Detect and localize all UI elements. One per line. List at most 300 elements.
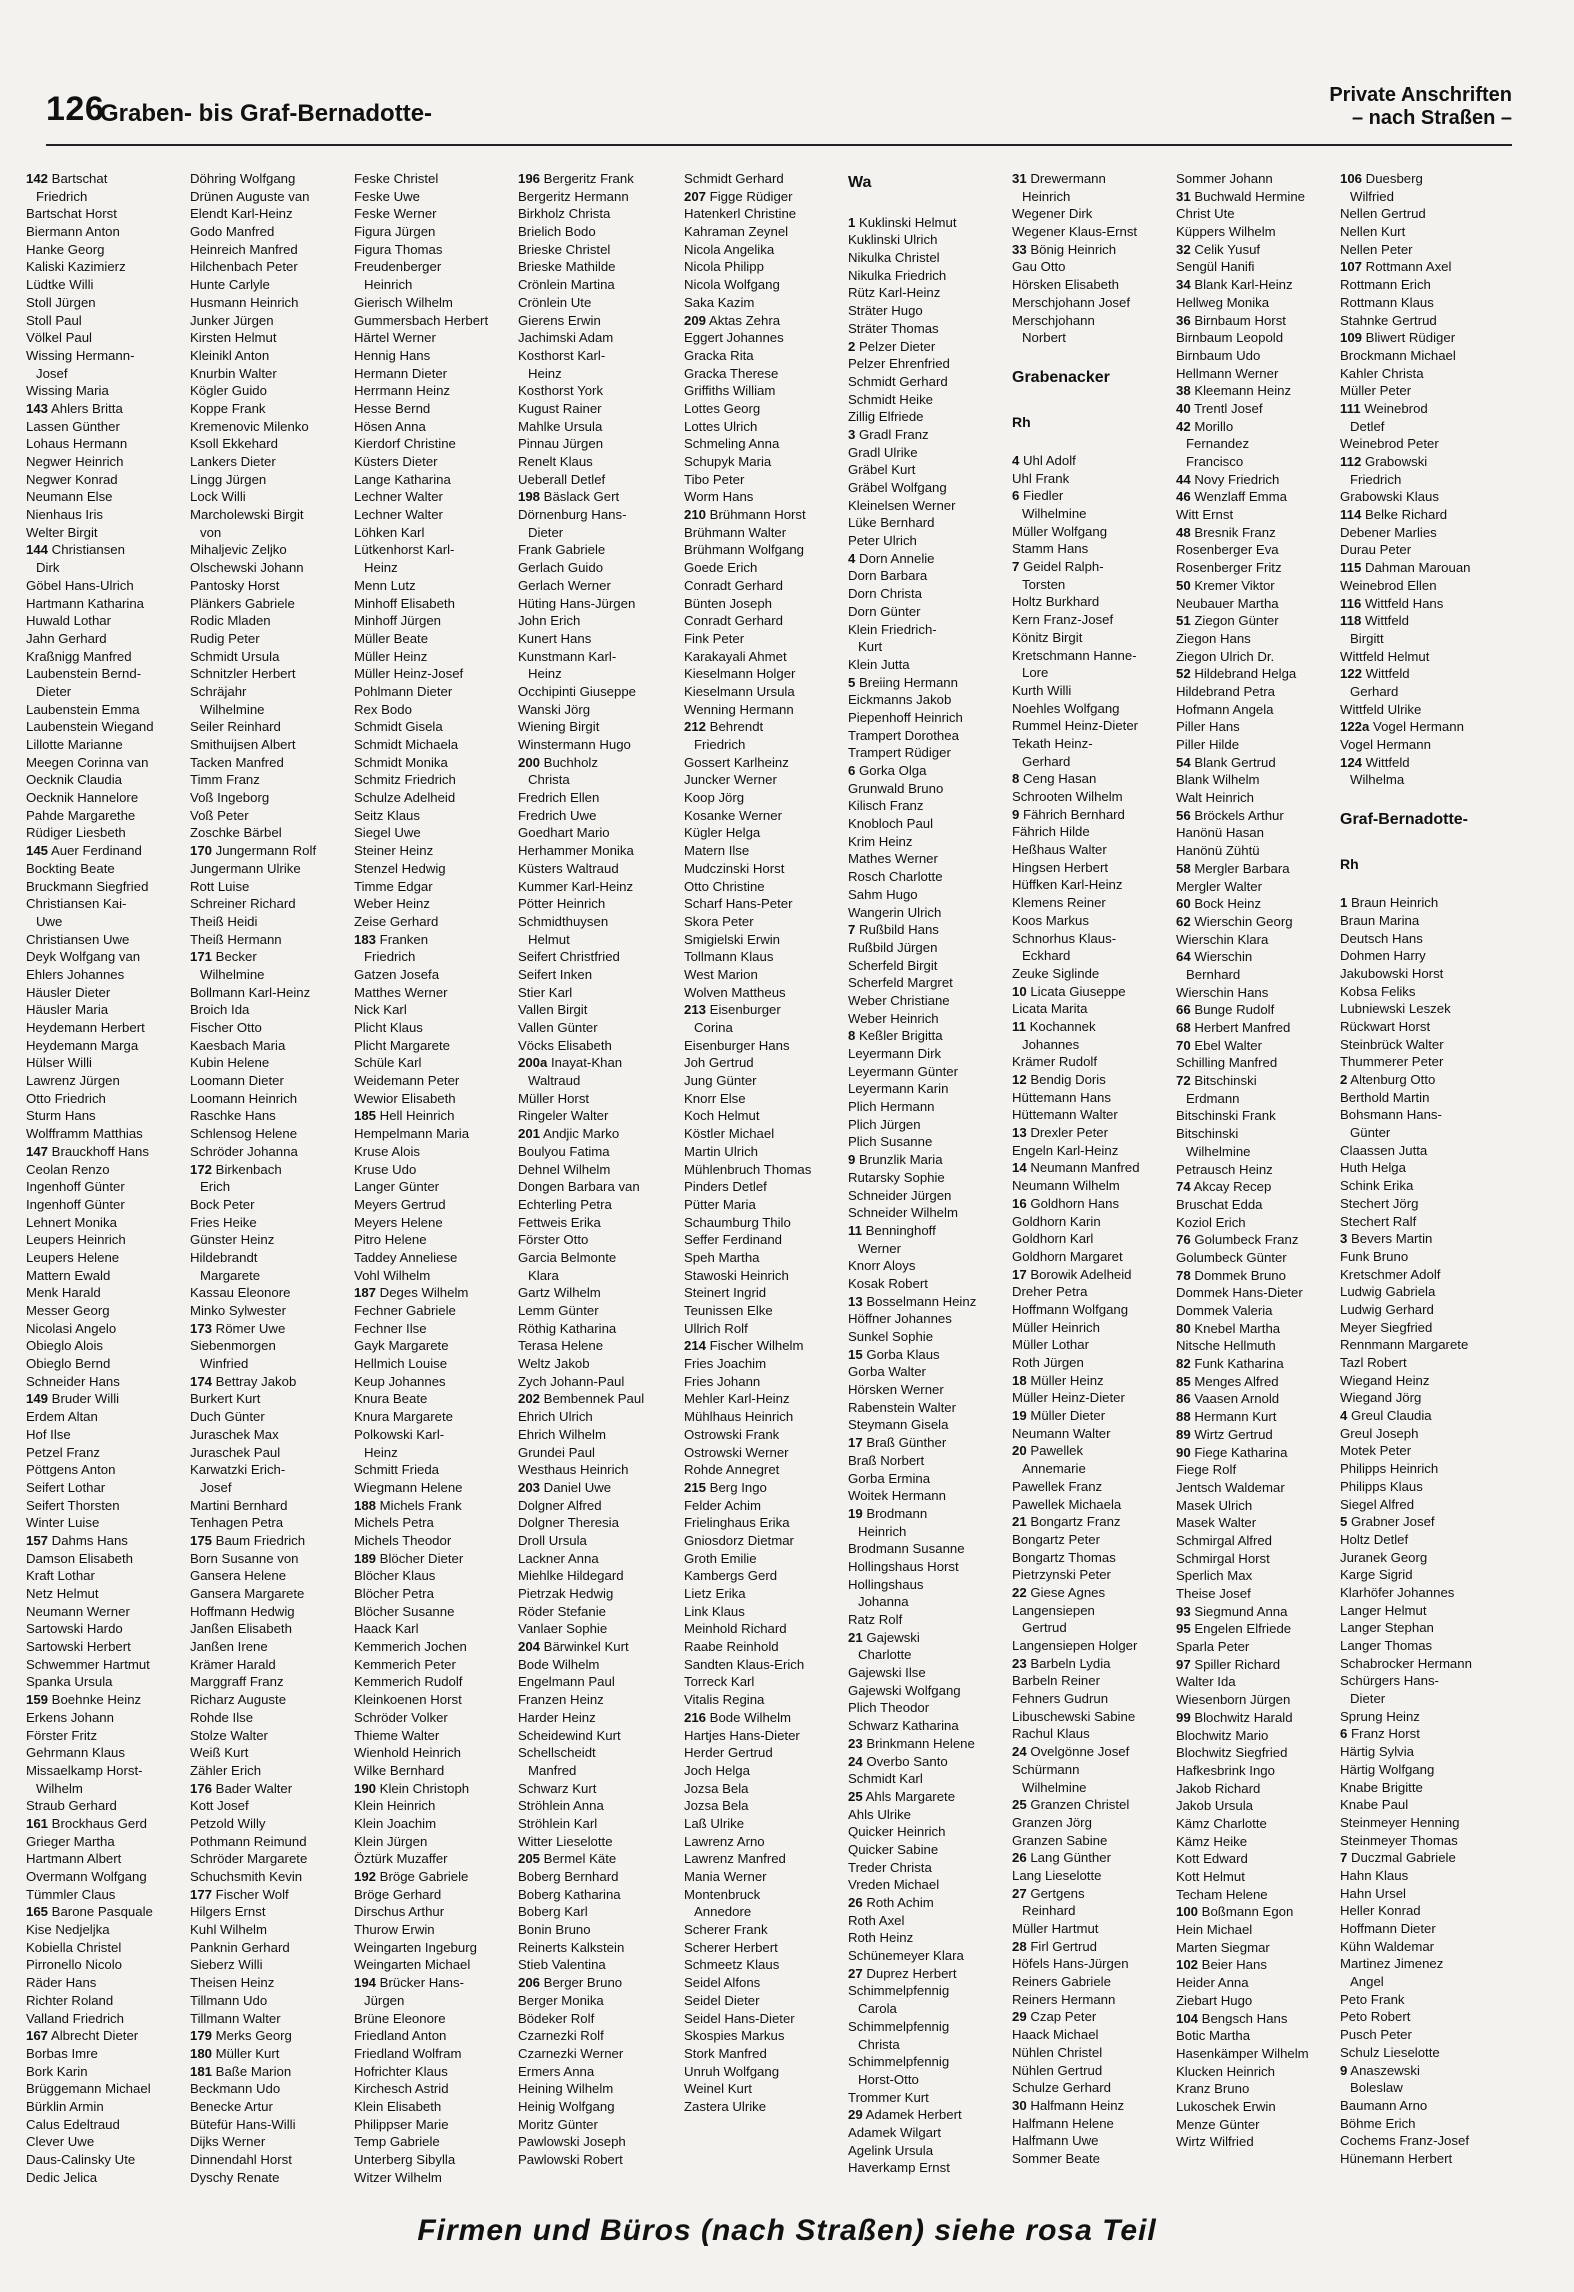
directory-entry: 42 Morillo bbox=[1176, 418, 1234, 434]
directory-entry: Ehrich Ulrich bbox=[518, 1409, 593, 1425]
directory-entry-continuation: Horst-Otto bbox=[858, 2071, 919, 2087]
directory-entry: Sunkel Sophie bbox=[848, 1329, 934, 1344]
directory-entry-continuation: Erdmann bbox=[1186, 1090, 1240, 1106]
directory-entry: Seifert Lothar bbox=[26, 1479, 106, 1495]
directory-entry: Berthold Martin bbox=[1340, 1089, 1430, 1105]
directory-entry: Schmidt Gerhard bbox=[848, 373, 948, 389]
directory-entry: Gehrmann Klaus bbox=[26, 1745, 125, 1761]
directory-column bbox=[354, 170, 512, 2186]
directory-entry: Minhoff Elisabeth bbox=[354, 595, 455, 611]
page-header bbox=[46, 84, 1512, 146]
directory-entry: Kott Edward bbox=[1176, 1851, 1248, 1867]
directory-entry: Nikulka Christel bbox=[848, 250, 940, 266]
directory-entry: Brüggemann Michael bbox=[26, 2081, 151, 2097]
directory-entry: Lemm Günter bbox=[518, 1303, 599, 1318]
directory-entry: Hafkesbrink Ingo bbox=[1176, 1762, 1275, 1778]
directory-entry: Brühmann Walter bbox=[684, 524, 787, 540]
directory-entry: Jakubowski Horst bbox=[1340, 965, 1444, 981]
directory-entry: Siegel Uwe bbox=[354, 825, 421, 841]
directory-entry: 13 Bosselmann Heinz bbox=[848, 1293, 977, 1309]
directory-entry: Kassau Eleonore bbox=[190, 1285, 291, 1301]
directory-entry: Licata Marita bbox=[1012, 1001, 1088, 1017]
house-number: 209 bbox=[684, 312, 707, 328]
house-number: 190 bbox=[354, 1780, 377, 1796]
directory-entry: Hofmann Angela bbox=[1176, 701, 1274, 717]
directory-entry: Hilgers Ernst bbox=[190, 1904, 266, 1920]
directory-column bbox=[1176, 170, 1334, 2151]
directory-entry: 147 Brauckhoff Hans bbox=[26, 1143, 149, 1159]
directory-entry: Mattern Ewald bbox=[26, 1267, 111, 1283]
directory-entry: 48 Bresnik Franz bbox=[1176, 524, 1276, 540]
house-number: 142 bbox=[26, 171, 49, 186]
directory-entry: Sieberz Willi bbox=[190, 1957, 263, 1973]
directory-entry: 38 Kleemann Heinz bbox=[1176, 383, 1292, 399]
directory-entry: Hellmich Louise bbox=[354, 1356, 448, 1372]
directory-entry: Gracka Rita bbox=[684, 347, 754, 363]
directory-entry: Seffer Ferdinand bbox=[684, 1232, 782, 1248]
directory-entry: Schlensog Helene bbox=[190, 1126, 298, 1142]
house-number: 24 bbox=[1012, 1744, 1027, 1760]
directory-entry: 104 Bengsch Hans bbox=[1176, 2010, 1288, 2026]
directory-entry: Schrooten Wilhelm bbox=[1012, 789, 1123, 804]
directory-entry: Kobsa Feliks bbox=[1340, 983, 1416, 999]
directory-entry: Nitsche Hellmuth bbox=[1176, 1338, 1276, 1354]
directory-entry: 198 Bäslack Gert bbox=[518, 489, 620, 505]
directory-entry: Otto Friedrich bbox=[26, 1090, 106, 1106]
directory-entry: Polkowski Karl- bbox=[354, 1426, 445, 1442]
directory-entry: Masek Ulrich bbox=[1176, 1497, 1253, 1513]
directory-entry: Bruckmann Siegfried bbox=[26, 878, 149, 894]
directory-entry: Matern Ilse bbox=[684, 843, 750, 859]
directory-entry: Rennmann Margarete bbox=[1340, 1337, 1469, 1353]
directory-entry: Wiegmann Helene bbox=[354, 1479, 463, 1495]
directory-entry: 4 Uhl Adolf bbox=[1012, 452, 1076, 468]
directory-entry: Schürgers Hans- bbox=[1340, 1673, 1439, 1689]
directory-entry: 23 Barbeln Lydia bbox=[1012, 1655, 1111, 1671]
directory-entry: Lock Willi bbox=[190, 489, 246, 505]
directory-entry-continuation: Fernandez bbox=[1186, 436, 1250, 452]
directory-entry: Hellmann Werner bbox=[1176, 365, 1279, 381]
directory-entry-continuation: Uwe bbox=[36, 913, 63, 929]
directory-entry: 7 Geidel Ralph- bbox=[1012, 559, 1104, 575]
directory-entry: Rachul Klaus bbox=[1012, 1726, 1090, 1742]
directory-entry: Roth Axel bbox=[848, 1912, 905, 1928]
directory-entry-continuation: Dieter bbox=[1350, 1691, 1386, 1707]
directory-entry-continuation: Jürgen bbox=[364, 1992, 405, 2008]
directory-entry: 46 Wenzlaff Emma bbox=[1176, 489, 1287, 505]
directory-entry: Schüle Karl bbox=[354, 1055, 422, 1071]
directory-entry: Wangerin Ulrich bbox=[848, 904, 942, 920]
directory-entry: Müller Peter bbox=[1340, 383, 1412, 399]
directory-entry: Rosenberger Eva bbox=[1176, 542, 1279, 558]
directory-entry: 76 Golumbeck Franz bbox=[1176, 1232, 1299, 1248]
directory-entry: Gradl Ulrike bbox=[848, 444, 918, 460]
directory-entry: Heydemann Herbert bbox=[26, 1020, 145, 1035]
directory-entry: Bohsmann Hans- bbox=[1340, 1107, 1442, 1123]
directory-entry-continuation: Angel bbox=[1350, 1974, 1384, 1990]
directory-entry-continuation: Erich bbox=[200, 1179, 231, 1195]
directory-entry: Pütter Maria bbox=[684, 1196, 756, 1212]
directory-entry: Nick Karl bbox=[354, 1002, 407, 1018]
directory-entry: Ostrowski Werner bbox=[684, 1444, 789, 1460]
directory-entry: Feske Uwe bbox=[354, 188, 420, 204]
directory-entry: Dolgner Alfred bbox=[518, 1497, 602, 1513]
house-number: 214 bbox=[684, 1338, 707, 1354]
directory-entry: Piller Hilde bbox=[1176, 737, 1240, 752]
directory-entry: Knura Margarete bbox=[354, 1409, 453, 1425]
directory-entry: Dörnenburg Hans- bbox=[518, 507, 627, 523]
spacer bbox=[1012, 391, 1170, 409]
house-number: 159 bbox=[26, 1692, 49, 1708]
directory-entry: Stork Manfred bbox=[684, 2045, 767, 2061]
directory-entry: Sengül Hanifi bbox=[1176, 259, 1255, 275]
directory-entry: Fechner Ilse bbox=[354, 1320, 427, 1336]
directory-entry: Herrmann Heinz bbox=[354, 383, 451, 399]
directory-entry: Haverkamp Ernst bbox=[848, 2160, 950, 2176]
directory-entry: Witzer Wilhelm bbox=[354, 2169, 442, 2185]
directory-entry: Vohl Wilhelm bbox=[354, 1267, 431, 1283]
directory-entry: Nicolasi Angelo bbox=[26, 1320, 117, 1336]
directory-entry: Kruse Udo bbox=[354, 1161, 417, 1177]
directory-entry: Michels Petra bbox=[354, 1515, 434, 1531]
directory-entry: 16 Goldhorn Hans bbox=[1012, 1195, 1120, 1211]
house-number: 44 bbox=[1176, 471, 1191, 487]
directory-entry-continuation: Corina bbox=[694, 1020, 733, 1035]
directory-entry: Stolze Walter bbox=[190, 1727, 268, 1743]
directory-entry-continuation: Heinz bbox=[528, 365, 562, 381]
directory-entry: Müller Hartmut bbox=[1012, 1921, 1099, 1936]
directory-entry: Hüttemann Hans bbox=[1012, 1089, 1111, 1105]
directory-entry: Hildebrandt bbox=[190, 1249, 258, 1265]
directory-entry: Goedhart Mario bbox=[518, 825, 610, 841]
directory-entry: Rüdiger Liesbeth bbox=[26, 825, 126, 841]
directory-entry: Menn Lutz bbox=[354, 577, 416, 593]
directory-entry: Schulze Adelheid bbox=[354, 790, 456, 806]
directory-entry: Motek Peter bbox=[1340, 1443, 1412, 1459]
directory-entry: Jakob Ursula bbox=[1176, 1798, 1253, 1814]
directory-entry: 7 Rußbild Hans bbox=[848, 922, 939, 938]
directory-entry: Petzold Willy bbox=[190, 1815, 266, 1831]
directory-entry: Lawrenz Manfred bbox=[684, 1851, 786, 1867]
directory-entry: Meyer Siegfried bbox=[1340, 1319, 1433, 1335]
directory-entry: 9 Fährich Bernhard bbox=[1012, 806, 1125, 822]
directory-entry: Kummer Karl-Heinz bbox=[518, 878, 634, 894]
directory-entry: Kuhl Wilhelm bbox=[190, 1922, 267, 1938]
directory-entry: Wegener Klaus-Ernst bbox=[1012, 224, 1138, 240]
directory-entry: Bork Karin bbox=[26, 2063, 88, 2079]
directory-entry: Wilke Bernhard bbox=[354, 1762, 445, 1778]
directory-entry: Weber Heinz bbox=[354, 896, 430, 912]
directory-entry: Kilisch Franz bbox=[848, 798, 924, 814]
directory-entry-continuation: Gerhard bbox=[1022, 753, 1071, 769]
directory-entry: 9 Brunzlik Maria bbox=[848, 1152, 943, 1168]
directory-entry: Minhoff Jürgen bbox=[354, 613, 441, 629]
house-number: 51 bbox=[1176, 613, 1191, 629]
directory-entry: Haack Michael bbox=[1012, 2027, 1099, 2043]
directory-entry-continuation: von bbox=[200, 524, 222, 540]
directory-entry: Pawlowski Robert bbox=[518, 2152, 623, 2167]
directory-entry: Marten Siegmar bbox=[1176, 1939, 1270, 1955]
directory-entry-continuation: Wilhelmine bbox=[200, 701, 265, 717]
directory-entry: Seitz Klaus bbox=[354, 807, 420, 823]
directory-entry: 1 Kuklinski Helmut bbox=[848, 214, 957, 230]
directory-entry: Schmidt Heike bbox=[848, 391, 934, 407]
directory-entry: Saka Kazim bbox=[684, 294, 755, 310]
directory-entry: Huwald Lothar bbox=[26, 613, 112, 629]
directory-column bbox=[684, 170, 842, 2116]
directory-entry: Unruh Wolfgang bbox=[684, 2063, 780, 2079]
directory-entry: Heinreich Manfred bbox=[190, 241, 298, 257]
directory-entry: Lillotte Marianne bbox=[26, 737, 123, 752]
directory-entry: 118 Wittfeld bbox=[1340, 613, 1409, 629]
directory-entry: Blank Wilhelm bbox=[1176, 772, 1260, 788]
house-number: 147 bbox=[26, 1143, 49, 1159]
directory-entry: Renelt Klaus bbox=[518, 454, 593, 469]
directory-entry: Heinig Wolfgang bbox=[518, 2098, 615, 2114]
directory-entry: Menze Günter bbox=[1176, 2116, 1260, 2132]
directory-entry: Scheidewind Kurt bbox=[518, 1727, 621, 1743]
directory-entry: Leupers Helene bbox=[26, 1249, 120, 1265]
directory-entry: Kruse Alois bbox=[354, 1143, 420, 1159]
directory-entry: Junker Jürgen bbox=[190, 312, 274, 328]
directory-entry-continuation: Wilhelma bbox=[1350, 772, 1405, 788]
directory-entry: Goede Erich bbox=[684, 560, 758, 576]
directory-entry: Hesse Bernd bbox=[354, 400, 431, 416]
directory-entry: 165 Barone Pasquale bbox=[26, 1904, 153, 1920]
directory-entry: Kott Helmut bbox=[1176, 1869, 1245, 1884]
directory-entry: Plicht Margarete bbox=[354, 1037, 451, 1053]
directory-entry: Seiler Reinhard bbox=[190, 719, 281, 735]
directory-entry: Hüttemann Walter bbox=[1012, 1107, 1118, 1123]
directory-entry: Brieske Christel bbox=[518, 241, 611, 257]
directory-entry: 18 Müller Heinz bbox=[1012, 1372, 1104, 1388]
directory-entry-continuation: Carola bbox=[858, 2001, 897, 2017]
directory-entry: 36 Birnbaum Horst bbox=[1176, 312, 1286, 328]
directory-entry: 11 Kochannek bbox=[1012, 1018, 1096, 1034]
directory-entry: Küsters Dieter bbox=[354, 454, 438, 469]
directory-entry: Röder Stefanie bbox=[518, 1603, 606, 1619]
directory-entry: Boberg Karl bbox=[518, 1904, 588, 1920]
directory-entry: Langer Stephan bbox=[1340, 1620, 1434, 1636]
house-number: 68 bbox=[1176, 1020, 1191, 1035]
directory-entry: Lechner Walter bbox=[354, 489, 443, 505]
directory-entry: Gniosdorz Dietmar bbox=[684, 1532, 794, 1548]
directory-entry: Valland Friedrich bbox=[26, 2010, 124, 2026]
directory-entry: Daus-Calinsky Ute bbox=[26, 2152, 136, 2167]
house-number: 122a bbox=[1340, 719, 1370, 735]
directory-entry: Christ Ute bbox=[1176, 206, 1235, 222]
directory-entry: Hilchenbach Peter bbox=[190, 259, 298, 275]
house-number: 93 bbox=[1176, 1603, 1191, 1619]
directory-entry: 8 Keßler Brigitta bbox=[848, 1028, 943, 1044]
directory-entry: Kleinikl Anton bbox=[190, 347, 270, 363]
house-number: 7 bbox=[848, 922, 856, 938]
house-number: 89 bbox=[1176, 1426, 1191, 1442]
directory-entry: Bockting Beate bbox=[26, 860, 115, 876]
directory-entry: Wittfeld Ulrike bbox=[1340, 701, 1422, 717]
directory-entry: Groth Emilie bbox=[684, 1550, 757, 1566]
directory-entry: Zähler Erich bbox=[190, 1762, 262, 1778]
directory-entry: Lawrenz Arno bbox=[684, 1833, 765, 1849]
directory-entry: 6 Gorka Olga bbox=[848, 763, 927, 778]
directory-entry: 31 Buchwald Hermine bbox=[1176, 188, 1306, 204]
directory-entry: Reiners Hermann bbox=[1012, 1991, 1116, 2007]
directory-entry: Kirchesch Astrid bbox=[354, 2081, 449, 2097]
directory-entry: Küppers Wilhelm bbox=[1176, 224, 1276, 240]
directory-entry: Schuchsmith Kevin bbox=[190, 1869, 303, 1884]
directory-entry: Klein Joachim bbox=[354, 1815, 437, 1831]
directory-entry: 80 Knebel Martha bbox=[1176, 1320, 1281, 1336]
directory-entry: Sartowski Herbert bbox=[26, 1639, 131, 1655]
directory-entry: Wanski Jörg bbox=[518, 701, 591, 717]
directory-entry: 20 Pawellek bbox=[1012, 1443, 1084, 1459]
house-number: 194 bbox=[354, 1975, 377, 1991]
house-number: 170 bbox=[190, 843, 213, 859]
directory-entry: Philipps Heinrich bbox=[1340, 1461, 1439, 1477]
directory-entry: Vallen Günter bbox=[518, 1020, 598, 1035]
directory-entry: Dinnendahl Horst bbox=[190, 2152, 292, 2167]
spacer bbox=[1012, 347, 1170, 365]
directory-entry: Brielich Bodo bbox=[518, 224, 596, 240]
directory-entry: Hein Michael bbox=[1176, 1922, 1253, 1938]
directory-entry-continuation: Heinz bbox=[364, 1444, 398, 1460]
directory-entry: Halfmann Uwe bbox=[1012, 2133, 1099, 2149]
directory-entry: Knurbin Walter bbox=[190, 365, 277, 381]
directory-entry: Rohde Annegret bbox=[684, 1462, 780, 1478]
directory-entry: 6 Fiedler bbox=[1012, 488, 1064, 504]
directory-entry: Kretschmann Hanne- bbox=[1012, 647, 1137, 663]
directory-entry: Kleinkoenen Horst bbox=[354, 1692, 462, 1708]
house-number: 165 bbox=[26, 1904, 49, 1920]
directory-entry: 122 Wittfeld bbox=[1340, 666, 1410, 682]
directory-entry: Hanönü Hasan bbox=[1176, 825, 1264, 841]
directory-entry: Karge Sigrid bbox=[1340, 1567, 1413, 1583]
directory-entry: Funk Bruno bbox=[1340, 1248, 1409, 1264]
house-number: 82 bbox=[1176, 1356, 1191, 1372]
directory-entry: Scherfeld Birgit bbox=[848, 957, 938, 973]
directory-entry: Schulz Lieselotte bbox=[1340, 2044, 1440, 2060]
directory-entry: Ceolan Renzo bbox=[26, 1161, 110, 1177]
house-number: 88 bbox=[1176, 1409, 1191, 1425]
directory-entry-continuation: Boleslaw bbox=[1350, 2080, 1403, 2096]
directory-entry: Freudenberger bbox=[354, 259, 442, 275]
directory-entry: Speh Martha bbox=[684, 1249, 760, 1265]
house-number: 23 bbox=[1012, 1655, 1027, 1671]
directory-entry: Häusler Dieter bbox=[26, 984, 111, 1000]
directory-entry: Rütz Karl-Heinz bbox=[848, 285, 941, 301]
directory-entry: Christiansen Kai- bbox=[26, 896, 127, 912]
house-number: 6 bbox=[1012, 488, 1020, 504]
house-number: 62 bbox=[1176, 913, 1191, 929]
directory-entry: Kahraman Zeynel bbox=[684, 224, 789, 240]
directory-entry: 23 Brinkmann Helene bbox=[848, 1735, 975, 1751]
directory-entry: Ostrowski Frank bbox=[684, 1426, 780, 1442]
directory-entry: Moritz Günter bbox=[518, 2116, 598, 2132]
district-heading: Rh bbox=[1340, 856, 1359, 873]
directory-entry: Kern Franz-Josef bbox=[1012, 612, 1114, 628]
house-number: 187 bbox=[354, 1285, 377, 1301]
house-number: 74 bbox=[1176, 1179, 1191, 1195]
directory-entry: Plich Theodor bbox=[848, 1700, 930, 1716]
directory-entry: 179 Merks Georg bbox=[190, 2028, 292, 2044]
directory-entry: Broich Ida bbox=[190, 1002, 250, 1018]
directory-entry: Echterling Petra bbox=[518, 1196, 612, 1212]
directory-entry: Fährich Hilde bbox=[1012, 824, 1090, 840]
directory-entry: Schneider Wilhelm bbox=[848, 1205, 958, 1221]
directory-entry: Oecknik Claudia bbox=[26, 772, 123, 788]
directory-entry: Lechner Walter bbox=[354, 507, 443, 523]
directory-entry-continuation: Josef bbox=[200, 1479, 232, 1495]
section-title-line1: Private Anschriften bbox=[1329, 84, 1512, 106]
house-number: 3 bbox=[848, 426, 856, 442]
directory-entry: Tenhagen Petra bbox=[190, 1515, 284, 1531]
directory-entry: Schnitzler Herbert bbox=[190, 666, 296, 682]
directory-entry: 6 Franz Horst bbox=[1340, 1726, 1420, 1742]
directory-entry-continuation: Francisco bbox=[1186, 454, 1244, 469]
directory-entry: Birkholz Christa bbox=[518, 206, 611, 222]
house-number: 7 bbox=[1012, 559, 1020, 575]
directory-entry: Laubenstein Wiegand bbox=[26, 719, 154, 735]
directory-entry-continuation: Gerhard bbox=[1350, 683, 1399, 699]
directory-entry: Timme Edgar bbox=[354, 878, 433, 894]
directory-entry: Jozsa Bela bbox=[684, 1780, 749, 1796]
directory-entry: Kügler Helga bbox=[684, 825, 761, 841]
directory-entry-continuation: Werner bbox=[858, 1240, 901, 1256]
directory-entry: Franzen Heinz bbox=[518, 1692, 604, 1708]
directory-entry: Adamek Wilgart bbox=[848, 2124, 942, 2140]
directory-entry: Roth Heinz bbox=[848, 1930, 914, 1946]
house-number: 118 bbox=[1340, 613, 1362, 629]
directory-entry: Scherer Herbert bbox=[684, 1939, 778, 1955]
directory-entry: Lawrenz Jürgen bbox=[26, 1073, 120, 1089]
directory-entry: Gatzen Josefa bbox=[354, 966, 440, 982]
directory-entry: 116 Wittfeld Hans bbox=[1340, 595, 1444, 611]
directory-entry: Menk Harald bbox=[26, 1285, 101, 1301]
directory-entry: Smigielski Erwin bbox=[684, 931, 780, 947]
directory-entry: Conradt Gerhard bbox=[684, 613, 783, 629]
directory-entry: Schmidt Ursula bbox=[190, 648, 280, 664]
directory-entry: Felder Achim bbox=[684, 1497, 761, 1513]
directory-entry: Obieglo Alois bbox=[26, 1338, 103, 1354]
house-number: 5 bbox=[1340, 1514, 1348, 1530]
directory-entry: Nicola Philipp bbox=[684, 259, 764, 275]
directory-entry: Zillig Elfriede bbox=[848, 409, 924, 425]
directory-column bbox=[190, 170, 348, 2186]
house-number: 8 bbox=[848, 1028, 856, 1044]
directory-entry: Frielinghaus Erika bbox=[684, 1515, 790, 1531]
spacer bbox=[1340, 789, 1498, 807]
directory-entry: Lankers Dieter bbox=[190, 454, 276, 469]
directory-entry: Göbel Hans-Ulrich bbox=[26, 577, 134, 593]
directory-entry: 14 Neumann Manfred bbox=[1012, 1160, 1140, 1176]
directory-entry: Steinbrück Walter bbox=[1340, 1036, 1444, 1052]
directory-entry: Hörsken Elisabeth bbox=[1012, 277, 1120, 293]
directory-entry: 171 Becker bbox=[190, 949, 257, 965]
directory-entry: Hennig Hans bbox=[354, 347, 431, 363]
directory-entry-continuation: Christa bbox=[858, 2036, 900, 2052]
directory-entry: 190 Klein Christoph bbox=[354, 1780, 470, 1796]
directory-entry: Straub Gerhard bbox=[26, 1798, 117, 1814]
directory-entry: Gräbel Wolfgang bbox=[848, 480, 947, 495]
house-number: 4 bbox=[1012, 452, 1020, 468]
directory-entry: Mihaljevic Zeljko bbox=[190, 542, 287, 558]
directory-entry: Birnbaum Udo bbox=[1176, 347, 1261, 363]
directory-entry: Rückwart Horst bbox=[1340, 1018, 1431, 1034]
house-number: 202 bbox=[518, 1391, 541, 1407]
house-number: 38 bbox=[1176, 383, 1191, 399]
directory-entry: 78 Dommek Bruno bbox=[1176, 1267, 1286, 1283]
directory-entry: Occhipinti Giuseppe bbox=[518, 683, 637, 699]
